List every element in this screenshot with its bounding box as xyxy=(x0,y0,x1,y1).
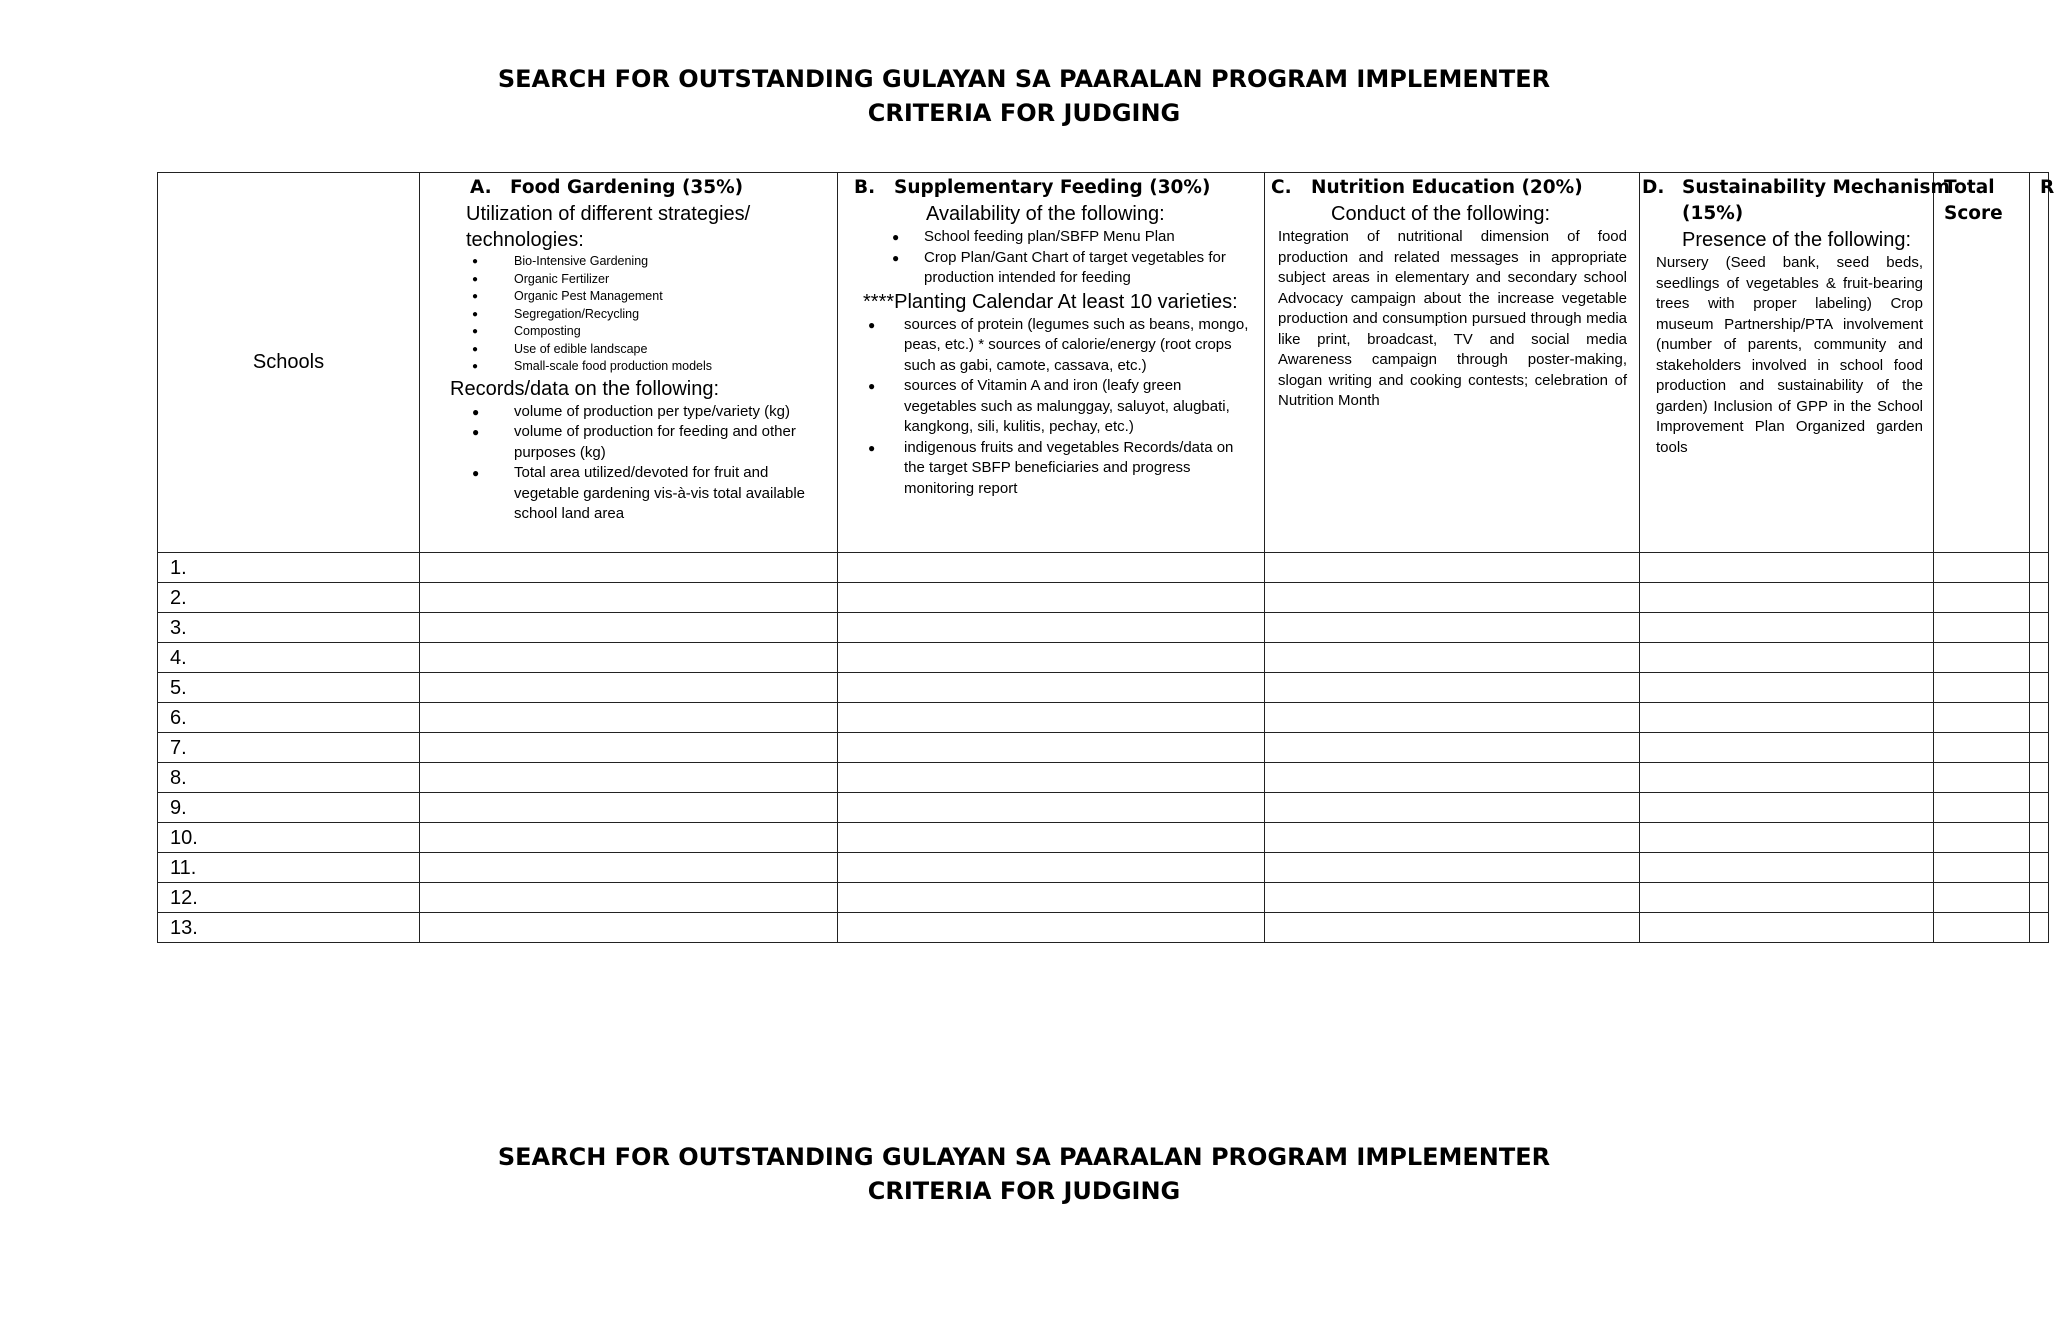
score-cell xyxy=(2030,763,2049,793)
score-cell xyxy=(1934,913,2030,943)
score-cell xyxy=(838,763,1265,793)
criterion-sustainability xyxy=(1640,173,1950,553)
score-cell xyxy=(1640,913,1934,943)
rank-header: R xyxy=(2030,173,2049,553)
score-cell xyxy=(838,703,1265,733)
list-item: ● Crop Plan/Gant Chart of target vegetables for production intended for feeding xyxy=(892,248,1226,286)
score-cell xyxy=(1934,883,2030,913)
row-number: 3. xyxy=(158,613,420,643)
list-item: ● Organic Fertilizer xyxy=(468,271,829,289)
strategies-list xyxy=(450,253,829,376)
row-number: 13. xyxy=(158,913,420,943)
table-row xyxy=(158,913,2049,943)
score-cell xyxy=(1934,763,2030,793)
table-row xyxy=(158,703,2049,733)
row-number: 9. xyxy=(158,793,420,823)
table-row xyxy=(158,613,2049,643)
page-heading-top xyxy=(0,62,2048,130)
table-row xyxy=(158,883,2049,913)
row-number: 2. xyxy=(158,583,420,613)
score-cell xyxy=(1934,643,2030,673)
score-cell xyxy=(2030,853,2049,883)
criteria-table xyxy=(157,172,2054,943)
score-cell xyxy=(420,793,838,823)
criterion-supplementary-feeding xyxy=(838,173,1265,553)
page-title: SEARCH FOR OUTSTANDING GULAYAN SA PAARALAN PROGRAM IMPLEMENTER xyxy=(497,65,1551,93)
score-cell xyxy=(1934,853,2030,883)
bullet-icon: ● xyxy=(868,440,876,455)
criterion-c-intro: Conduct of the following: xyxy=(1331,203,1551,225)
score-cell xyxy=(1265,703,1640,733)
score-cell xyxy=(420,643,838,673)
row-number: 12. xyxy=(158,883,420,913)
score-cell xyxy=(838,553,1265,583)
row-number: 4. xyxy=(158,643,420,673)
score-cell xyxy=(1640,763,1934,793)
list-item: ● volume of production per type/variety (kg) xyxy=(468,402,829,423)
table-row xyxy=(158,793,2049,823)
score-cell xyxy=(1265,763,1640,793)
score-cell xyxy=(1640,883,1934,913)
criterion-nutrition-education xyxy=(1265,173,1640,553)
feeding-plan-list xyxy=(854,227,1252,289)
score-cell xyxy=(420,733,838,763)
criterion-d-title: D. Sustainability Mechanism xyxy=(1642,177,1950,198)
score-cell xyxy=(420,583,838,613)
bullet-icon: ● xyxy=(472,466,480,480)
list-item: ● sources of protein (legumes such as beans, mongo, peas, etc.) * sources of calorie/energy (root crops such as gabi, camote, cassava, etc.) xyxy=(868,315,1249,374)
row-number: 6. xyxy=(158,703,420,733)
score-cell xyxy=(420,553,838,583)
criterion-a-title: A. Food Gardening (35%) xyxy=(470,177,744,198)
score-cell xyxy=(2030,553,2049,583)
score-cell xyxy=(420,673,838,703)
row-number: 11. xyxy=(158,853,420,883)
score-cell xyxy=(1265,823,1640,853)
list-item: ● Composting xyxy=(468,323,829,341)
score-cell xyxy=(1640,613,1934,643)
score-cell xyxy=(838,733,1265,763)
row-number: 8. xyxy=(158,763,420,793)
score-cell xyxy=(420,883,838,913)
table-row xyxy=(158,733,2049,763)
criteria-header-row xyxy=(158,173,2049,553)
score-cell xyxy=(838,583,1265,613)
score-cell xyxy=(1265,883,1640,913)
score-cell xyxy=(1265,553,1640,583)
score-cell xyxy=(2030,703,2049,733)
bullet-icon: ● xyxy=(868,317,876,332)
score-cell xyxy=(420,613,838,643)
bullet-icon: ● xyxy=(472,256,479,267)
list-item: ● sources of Vitamin A and iron (leafy green vegetables such as malunggay, saluyot, alugbati, kangkong, sili, kulitis, pechay, etc.) xyxy=(868,377,1230,435)
table-row xyxy=(158,553,2049,583)
criterion-d-body: Nursery (Seed bank, seed beds, seedlings of vegetables & fruit-bearing trees with proper labeling) Crop museum Partnership/PTA involvement (number of parents, community and stakeholders involved in school food production and sustainability of the garden) Inclusion of GPP in the School Improvement Plan Organized garden tools xyxy=(1656,254,1923,456)
score-cell xyxy=(1640,733,1934,763)
criterion-d-weight: (15%) xyxy=(1682,203,1744,224)
row-number: 7. xyxy=(158,733,420,763)
table-row xyxy=(158,853,2049,883)
page-subtitle: CRITERIA FOR JUDGING xyxy=(867,99,1181,127)
score-cell xyxy=(1640,583,1934,613)
page-title-repeat: SEARCH FOR OUTSTANDING GULAYAN SA PAARALAN PROGRAM IMPLEMENTER xyxy=(497,1143,1551,1171)
score-cell xyxy=(2030,613,2049,643)
criterion-c-title: C. Nutrition Education (20%) xyxy=(1271,177,1583,198)
score-cell xyxy=(1934,613,2030,643)
criterion-food-gardening xyxy=(420,173,838,553)
score-cell xyxy=(1265,853,1640,883)
list-item: ● volume of production for feeding and other purposes (kg) xyxy=(472,423,796,461)
page-heading-bottom xyxy=(0,1140,2048,1208)
table-row xyxy=(158,583,2049,613)
list-item: ● Small-scale food production models xyxy=(468,358,829,376)
score-cell xyxy=(2030,913,2049,943)
score-cell xyxy=(1640,553,1934,583)
row-number: 5. xyxy=(158,673,420,703)
score-cell xyxy=(420,853,838,883)
score-cell xyxy=(838,913,1265,943)
score-cell xyxy=(1640,673,1934,703)
records-list xyxy=(450,402,829,525)
score-cell xyxy=(420,763,838,793)
bullet-icon: ● xyxy=(472,425,480,439)
criterion-a-intro2: technologies: xyxy=(466,229,584,251)
score-cell xyxy=(1265,913,1640,943)
score-cell xyxy=(838,613,1265,643)
score-cell xyxy=(1640,703,1934,733)
score-cell xyxy=(1934,703,2030,733)
list-item: ● Total area utilized/devoted for fruit and vegetable gardening vis-à-vis total available school land area xyxy=(472,464,806,522)
list-item: ● Segregation/Recycling xyxy=(468,306,829,324)
table-row xyxy=(158,643,2049,673)
schools-header: Schools xyxy=(158,173,420,553)
criterion-a-intro: Utilization of different strategies/ xyxy=(466,203,751,225)
planting-calendar: ****Planting Calendar At least 10 varieties: xyxy=(863,290,1238,313)
bullet-icon: ● xyxy=(472,404,480,419)
records-title: Records/data on the following: xyxy=(450,377,720,400)
score-cell xyxy=(1934,553,2030,583)
bullet-icon: ● xyxy=(472,326,479,337)
score-cell xyxy=(838,673,1265,703)
score-cell xyxy=(838,643,1265,673)
criterion-d-intro: Presence of the following: xyxy=(1682,229,1912,251)
score-cell xyxy=(1934,583,2030,613)
page-subtitle-repeat: CRITERIA FOR JUDGING xyxy=(867,1177,1181,1205)
row-number: 1. xyxy=(158,553,420,583)
score-cell xyxy=(1265,583,1640,613)
table-row xyxy=(158,673,2049,703)
score-cell xyxy=(2030,583,2049,613)
table-row xyxy=(158,823,2049,853)
score-cell xyxy=(1640,823,1934,853)
score-cell xyxy=(1265,643,1640,673)
bullet-icon: ● xyxy=(892,250,900,265)
list-item: ● indigenous fruits and vegetables Records/data on the target SBFP beneficiaries and progress monitoring report xyxy=(868,438,1234,497)
score-cell xyxy=(2030,823,2049,853)
criterion-c-body: Integration of nutritional dimension of food production and related messages in appropriate subject areas in elementary and secondary school Advocacy campaign about the increase vegetable production and consumption pursued through media like print, broadcast, TV and social media Awareness campaign through poster-making, slogan writing and cooking contests; celebration of Nutrition Month xyxy=(1278,228,1627,409)
list-item: ● Organic Pest Management xyxy=(468,288,829,306)
score-cell xyxy=(838,853,1265,883)
score-cell xyxy=(420,703,838,733)
score-cell xyxy=(2030,883,2049,913)
bullet-icon: ● xyxy=(868,379,876,393)
total-score-header: Total Score xyxy=(1934,173,2030,553)
row-number: 10. xyxy=(158,823,420,853)
bullet-icon: ● xyxy=(892,230,900,244)
score-cell xyxy=(838,823,1265,853)
score-cell xyxy=(2030,793,2049,823)
bullet-icon: ● xyxy=(472,343,479,355)
score-cell xyxy=(838,793,1265,823)
score-cell xyxy=(420,913,838,943)
score-cell xyxy=(1934,793,2030,823)
list-item: ● School feeding plan/SBFP Menu Plan xyxy=(878,227,1252,248)
score-cell xyxy=(1265,793,1640,823)
score-cell xyxy=(420,823,838,853)
table-row xyxy=(158,763,2049,793)
score-cell xyxy=(1265,733,1640,763)
score-cell xyxy=(1640,793,1934,823)
score-cell xyxy=(2030,643,2049,673)
list-item: ● Use of edible landscape xyxy=(468,341,829,359)
varieties-list xyxy=(854,315,1252,500)
list-item: ● Bio-Intensive Gardening xyxy=(468,253,829,271)
bullet-icon: ● xyxy=(472,361,479,372)
score-cell xyxy=(2030,733,2049,763)
score-cell xyxy=(2030,673,2049,703)
bullet-icon: ● xyxy=(472,291,479,302)
bullet-icon: ● xyxy=(472,308,479,320)
criterion-b-title: B. Supplementary Feeding (30%) xyxy=(854,177,1211,198)
bullet-icon: ● xyxy=(472,273,479,285)
score-cell xyxy=(1265,673,1640,703)
score-cell xyxy=(1640,643,1934,673)
score-cell xyxy=(1934,673,2030,703)
score-cell xyxy=(1265,613,1640,643)
score-cell xyxy=(1934,733,2030,763)
criterion-b-intro: Availability of the following: xyxy=(926,203,1165,225)
score-cell xyxy=(838,883,1265,913)
score-cell xyxy=(1640,853,1934,883)
score-cell xyxy=(1934,823,2030,853)
